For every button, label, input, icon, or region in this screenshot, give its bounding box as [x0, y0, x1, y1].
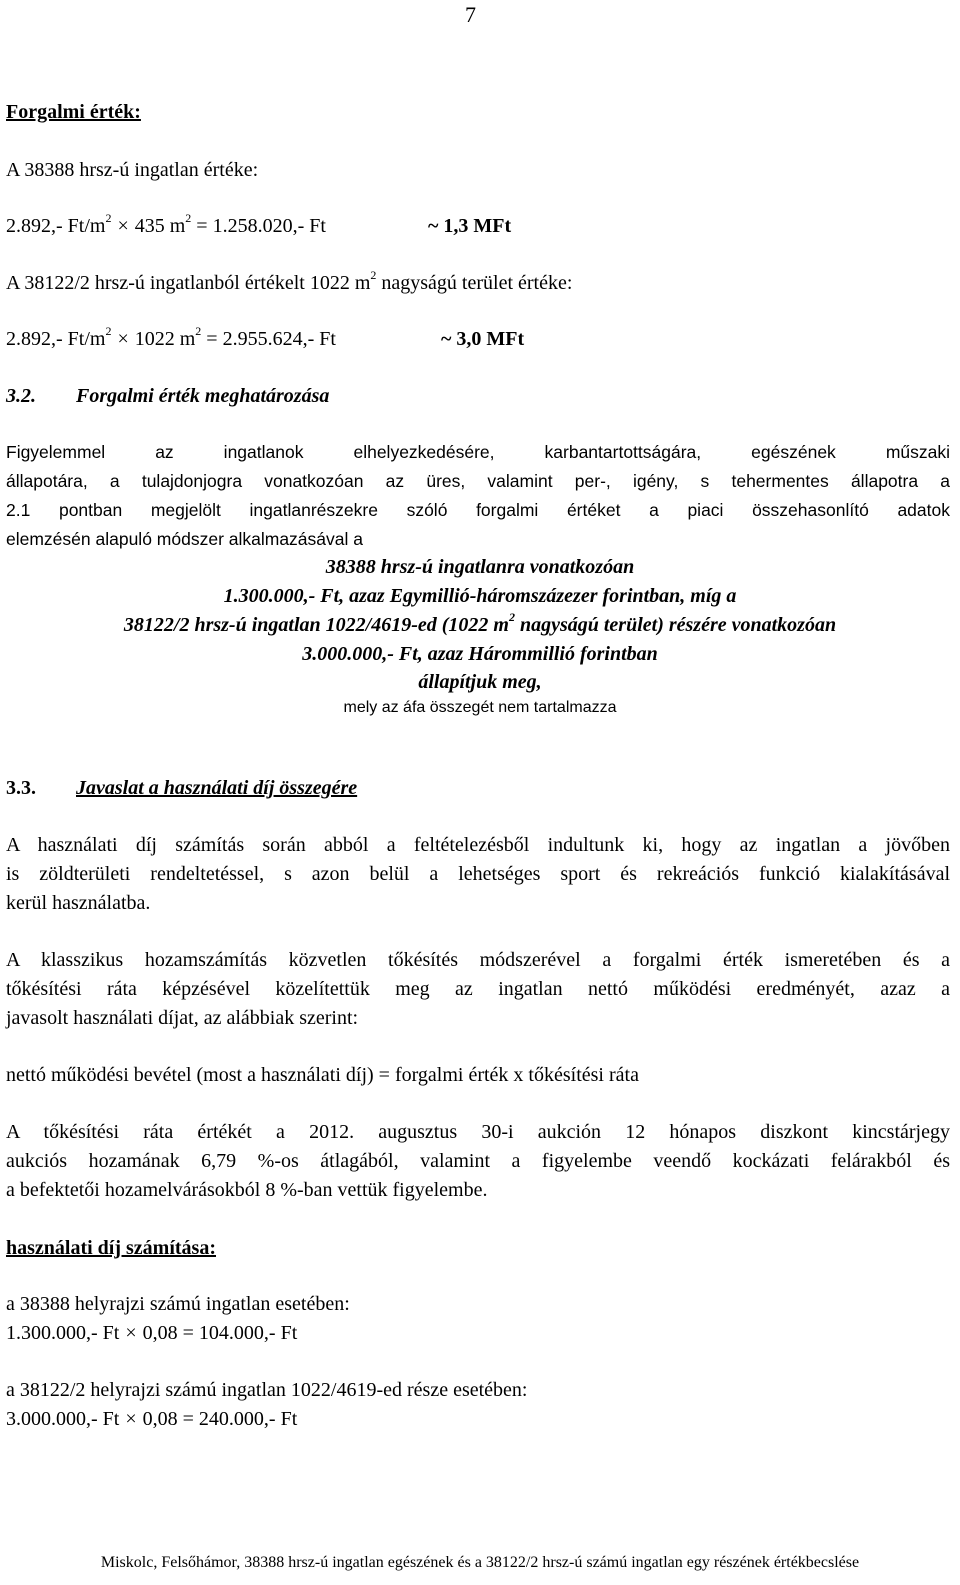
- plot-38122-fee-calculation: 3.000.000,- Ft × 0,08 = 240.000,- Ft: [6, 1408, 298, 1430]
- market-value-heading: Forgalmi érték:: [6, 101, 141, 123]
- section-3-2-title: Forgalmi érték meghatározása: [76, 385, 330, 407]
- plot-38388-value-in-words: 1.300.000,- Ft, azaz Egymillió-háromszázezer forintban, míg a: [223, 585, 737, 607]
- plot-38122-value-in-words: 3.000.000,- Ft, azaz Hárommillió forintban: [302, 643, 658, 665]
- section-3-3-number: 3.3.: [6, 777, 36, 799]
- page-footer: Miskolc, Felsőhámor, 38388 hrsz-ú ingatlan egészének és a 38122/2 hrsz-ú számú ingatlan egy részének értékbecslése: [100, 1554, 860, 1571]
- determination-statement: állapítjuk meg,: [418, 671, 542, 693]
- plot-38388-approx-value: ~ 1,3 MFt: [428, 215, 512, 237]
- plot-38388-fee-calculation: 1.300.000,- Ft × 0,08 = 104.000,- Ft: [6, 1322, 298, 1344]
- plot-38122-value-label: A 38122/2 hrsz-ú ingatlanból értékelt 1022 $m^2$ nagyságú terület értéke:: [6, 268, 573, 294]
- plot-38388-value-label: A 38388 hrsz-ú ingatlan értéke:: [6, 159, 259, 181]
- page-number: 7: [465, 2, 476, 27]
- plot-38122-calculation: 2.892,- $Ft/m^2 \times 1022$ $m^2 = 2.955.624,-$ Ft: [6, 324, 336, 350]
- capitalisation-formula: nettó működési bevétel (most a használati díj) = forgalmi érték x tőkésítési ráta: [6, 1064, 639, 1086]
- plot-38122-fee-label: a 38122/2 helyrajzi számú ingatlan 1022/4619-ed része esetében:: [6, 1379, 528, 1401]
- usage-fee-calculation-heading: használati díj számítása:: [6, 1237, 216, 1259]
- plot-38122-approx-value: ~ 3,0 MFt: [441, 328, 525, 350]
- plot-38388-fee-label: a 38388 helyrajzi számú ingatlan esetében:: [6, 1293, 350, 1315]
- document-page: 7 Forgalmi érték: A 38388 hrsz-ú ingatlan értéke: 2.892,- $Ft/m^2 \times 435$ $m^2 = 1.258.020,-$ Ft ~ 1,3 MFt A 38122/2 hrsz-ú ingatlanból értékelt 1022 $m^2$ nagyságú terület értéke: 2.892,- $Ft/m^2 \times 1022$ $m^2 = 2.955.624,-$ Ft ~ 3,0 MFt 3.2. Forgalmi érték meghatározása Figyelemmel az ingatlanok elhelyezkedésére, karbantartottságára, egészének műszaki állapotára, a tulajdonjogra vonatkozóan az üres, valamint per-, igény, s tehermentes állapotra a 2.1 pontban megjelölt ingatlanrészekre szóló forgalmi értéket a piaci összehasonlító adatok elemzésén alapuló módszer alkalmazásával a 38388 hrsz-ú ingatlanra vonatkozóan 1.300.000,- Ft, azaz Egymillió-háromszázezer forintban, míg a 38122/2 hrsz-ú ingatlan 1022/4619-ed (1022 $m^2$ nagyságú terület) részére vonatkozóan 3.000.000,- Ft, azaz Hárommillió forintban állapítjuk meg, mely az áfa összegét nem tartalmazza 3.3. Javaslat a használati díj összegére A használati díj számítás során abból a feltételezésből indultunk ki, hogy az ingatlan a jövőben is zöldterületi rendeltetéssel, s azon belül a lehetséges sport és rekreációs funkció kialakításával kerül használatba. A klasszikus hozamszámítás közvetlen tőkésítés módszerével a forgalmi érték ismeretében és a tőkésítési ráta képzésével közelítettük meg az ingatlan nettó működési eredményét, azaz a javasolt használati díjat, az alábbiak szerint: nettó működési bevétel (most a használati díj) = forgalmi érték x tőkésítési ráta A tőkésítési ráta értékét a 2012. augusztus 30-i aukción 12 hónapos diszkont kincstárjegy aukciós hozamának 6,79 %-os átlagából, valamint a figyelembe veendő kockázati felárakból és a befektetői hozamelvárásokból 8 %-ban vettük figyelembe. használati díj számítása: a 38388 helyrajzi számú ingatlan esetében: 1.300.000,- Ft × 0,08 = 104.000,- Ft a 38122/2 helyrajzi számú ingatlan 1022/4619-ed része esetében: 3.000.000,- Ft × 0,08 = 240.000,- Ft Miskolc, Felsőhámor, 38388 hrsz-ú ingatlan egészének és a 38122/2 hrsz-ú számú ingatlan egy részének értékbecslése: [0, 0, 960, 1585]
- plot-38388-conclusion: 38388 hrsz-ú ingatlanra vonatkozóan: [325, 556, 635, 578]
- vat-note: mely az áfa összegét nem tartalmazza: [343, 699, 617, 716]
- section-3-2-number: 3.2.: [6, 385, 36, 407]
- section-3-3-title: Javaslat a használati díj összegére: [76, 777, 358, 799]
- plot-38122-conclusion: 38122/2 hrsz-ú ingatlan 1022/4619-ed (1022 $m^2$ nagyságú terület) részére vonatkozóan: [123, 610, 837, 636]
- plot-38388-calculation: 2.892,- $Ft/m^2 \times 435$ $m^2 = 1.258.020,-$ Ft: [6, 211, 326, 237]
